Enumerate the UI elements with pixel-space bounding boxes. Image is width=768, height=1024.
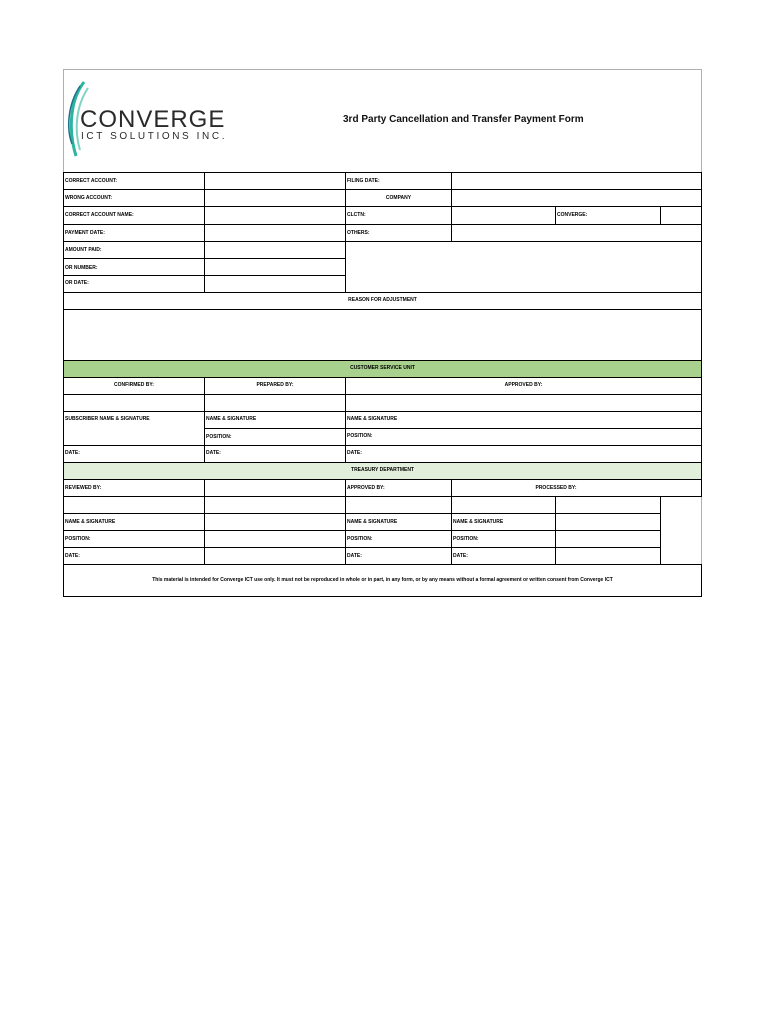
processed-by-label: PROCESSED BY: bbox=[535, 485, 577, 491]
approved-by-label: APPROVED BY: bbox=[504, 382, 543, 388]
processed-sign-field-2[interactable] bbox=[555, 496, 661, 514]
approved-date-label: DATE: bbox=[347, 450, 362, 456]
reviewed-sign-field[interactable] bbox=[63, 496, 205, 514]
clctn-field[interactable] bbox=[451, 206, 556, 225]
converge-field[interactable] bbox=[660, 206, 702, 225]
or-number-label: OR NUMBER: bbox=[65, 265, 98, 271]
reviewed-date-label: DATE: bbox=[65, 553, 80, 559]
reviewed-name-label: NAME & SIGNATURE bbox=[65, 519, 116, 525]
filing-date-field[interactable] bbox=[451, 172, 702, 190]
logo-subtitle: ICT SOLUTIONS INC. bbox=[81, 131, 228, 142]
confirmed-by-sign-field[interactable] bbox=[63, 394, 205, 412]
reviewed-by-field[interactable] bbox=[204, 479, 346, 497]
form-title: 3rd Party Cancellation and Transfer Payment Form bbox=[343, 114, 584, 125]
treasury-approved-position-label: POSITION: bbox=[347, 536, 373, 542]
processed-date-label: DATE: bbox=[453, 553, 468, 559]
company-logo bbox=[64, 70, 228, 170]
or-date-field[interactable] bbox=[204, 275, 346, 293]
correct-account-name-label: CORRECT ACCOUNT NAME: bbox=[65, 212, 134, 218]
reviewed-date-cell bbox=[63, 547, 205, 565]
prepared-by-label: PREPARED BY: bbox=[256, 382, 294, 388]
treasury-approved-by-label: APPROVED BY: bbox=[347, 485, 385, 491]
others-notes-area[interactable] bbox=[345, 241, 702, 293]
or-number-field[interactable] bbox=[204, 258, 346, 276]
correct-account-label: CORRECT ACCOUNT: bbox=[65, 178, 118, 184]
confirmed-by-label: CONFIRMED BY: bbox=[114, 382, 154, 388]
filing-date-label: FILING DATE: bbox=[347, 178, 380, 184]
approved-date-cell bbox=[345, 445, 702, 463]
approved-by-sign-field[interactable] bbox=[345, 394, 702, 412]
company-label: COMPANY bbox=[385, 195, 412, 201]
reviewed-date-field[interactable] bbox=[204, 547, 346, 565]
correct-account-name-field[interactable] bbox=[204, 206, 346, 225]
correct-account-field[interactable] bbox=[204, 172, 346, 190]
others-field[interactable] bbox=[451, 224, 702, 242]
subscriber-date-label: DATE: bbox=[65, 450, 80, 456]
prepared-position-label: POSITION: bbox=[206, 434, 232, 440]
logo-name: CONVERGE bbox=[80, 106, 226, 133]
wrong-account-label: WRONG ACCOUNT: bbox=[65, 195, 113, 201]
processed-date-field[interactable] bbox=[555, 547, 661, 565]
treasury-approved-name-label: NAME & SIGNATURE bbox=[347, 519, 398, 525]
reviewed-position-label: POSITION: bbox=[65, 536, 91, 542]
approved-name-label: NAME & SIGNATURE bbox=[347, 416, 398, 422]
approved-name-cell bbox=[345, 411, 702, 429]
reviewed-position-field[interactable] bbox=[204, 530, 346, 548]
approved-position-cell bbox=[345, 428, 702, 446]
reviewed-sign-field-2[interactable] bbox=[204, 496, 346, 514]
prepared-name-label: NAME & SIGNATURE bbox=[206, 416, 257, 422]
disclaimer-text: This material is intended for Converge ICT use only. It must not be reproduced in whole or in part, in any form, or by any means without a formal agreement or written consent from Converge ICT bbox=[152, 577, 613, 583]
prepared-by-sign-field[interactable] bbox=[204, 394, 346, 412]
csu-band-label: CUSTOMER SERVICE UNIT bbox=[350, 365, 415, 371]
payment-date-label: PAYMENT DATE: bbox=[65, 230, 105, 236]
prepared-date-cell bbox=[204, 445, 346, 463]
reviewed-name-field[interactable] bbox=[204, 513, 346, 531]
amount-paid-field[interactable] bbox=[204, 241, 346, 259]
prepared-date-label: DATE: bbox=[206, 450, 221, 456]
company-field[interactable] bbox=[451, 189, 702, 207]
reviewed-by-label: REVIEWED BY: bbox=[65, 485, 102, 491]
reason-textarea[interactable] bbox=[63, 309, 702, 361]
processed-position-field[interactable] bbox=[555, 530, 661, 548]
payment-date-field[interactable] bbox=[204, 224, 346, 242]
converge-label: CONVERGE: bbox=[557, 212, 588, 218]
wrong-account-field[interactable] bbox=[204, 189, 346, 207]
clctn-label: CLCTN: bbox=[347, 212, 366, 218]
processed-name-label: NAME & SIGNATURE bbox=[453, 519, 504, 525]
treasury-band-label: TREASURY DEPARTMENT bbox=[351, 467, 414, 473]
processed-position-label: POSITION: bbox=[453, 536, 479, 542]
others-label: OTHERS: bbox=[347, 230, 370, 236]
subscriber-date-cell bbox=[63, 445, 205, 463]
reason-label: REASON FOR ADJUSTMENT bbox=[348, 297, 417, 303]
or-date-label: OR DATE: bbox=[65, 280, 89, 286]
treasury-approved-date-label: DATE: bbox=[347, 553, 362, 559]
processed-sign-field-1[interactable] bbox=[451, 496, 556, 514]
amount-paid-label: AMOUNT PAID: bbox=[65, 247, 102, 253]
processed-name-field[interactable] bbox=[555, 513, 661, 531]
approved-position-label: POSITION: bbox=[347, 433, 373, 439]
treasury-approved-sign-field[interactable] bbox=[345, 496, 452, 514]
subscriber-name-label: SUBSCRIBER NAME & SIGNATURE bbox=[65, 416, 150, 422]
